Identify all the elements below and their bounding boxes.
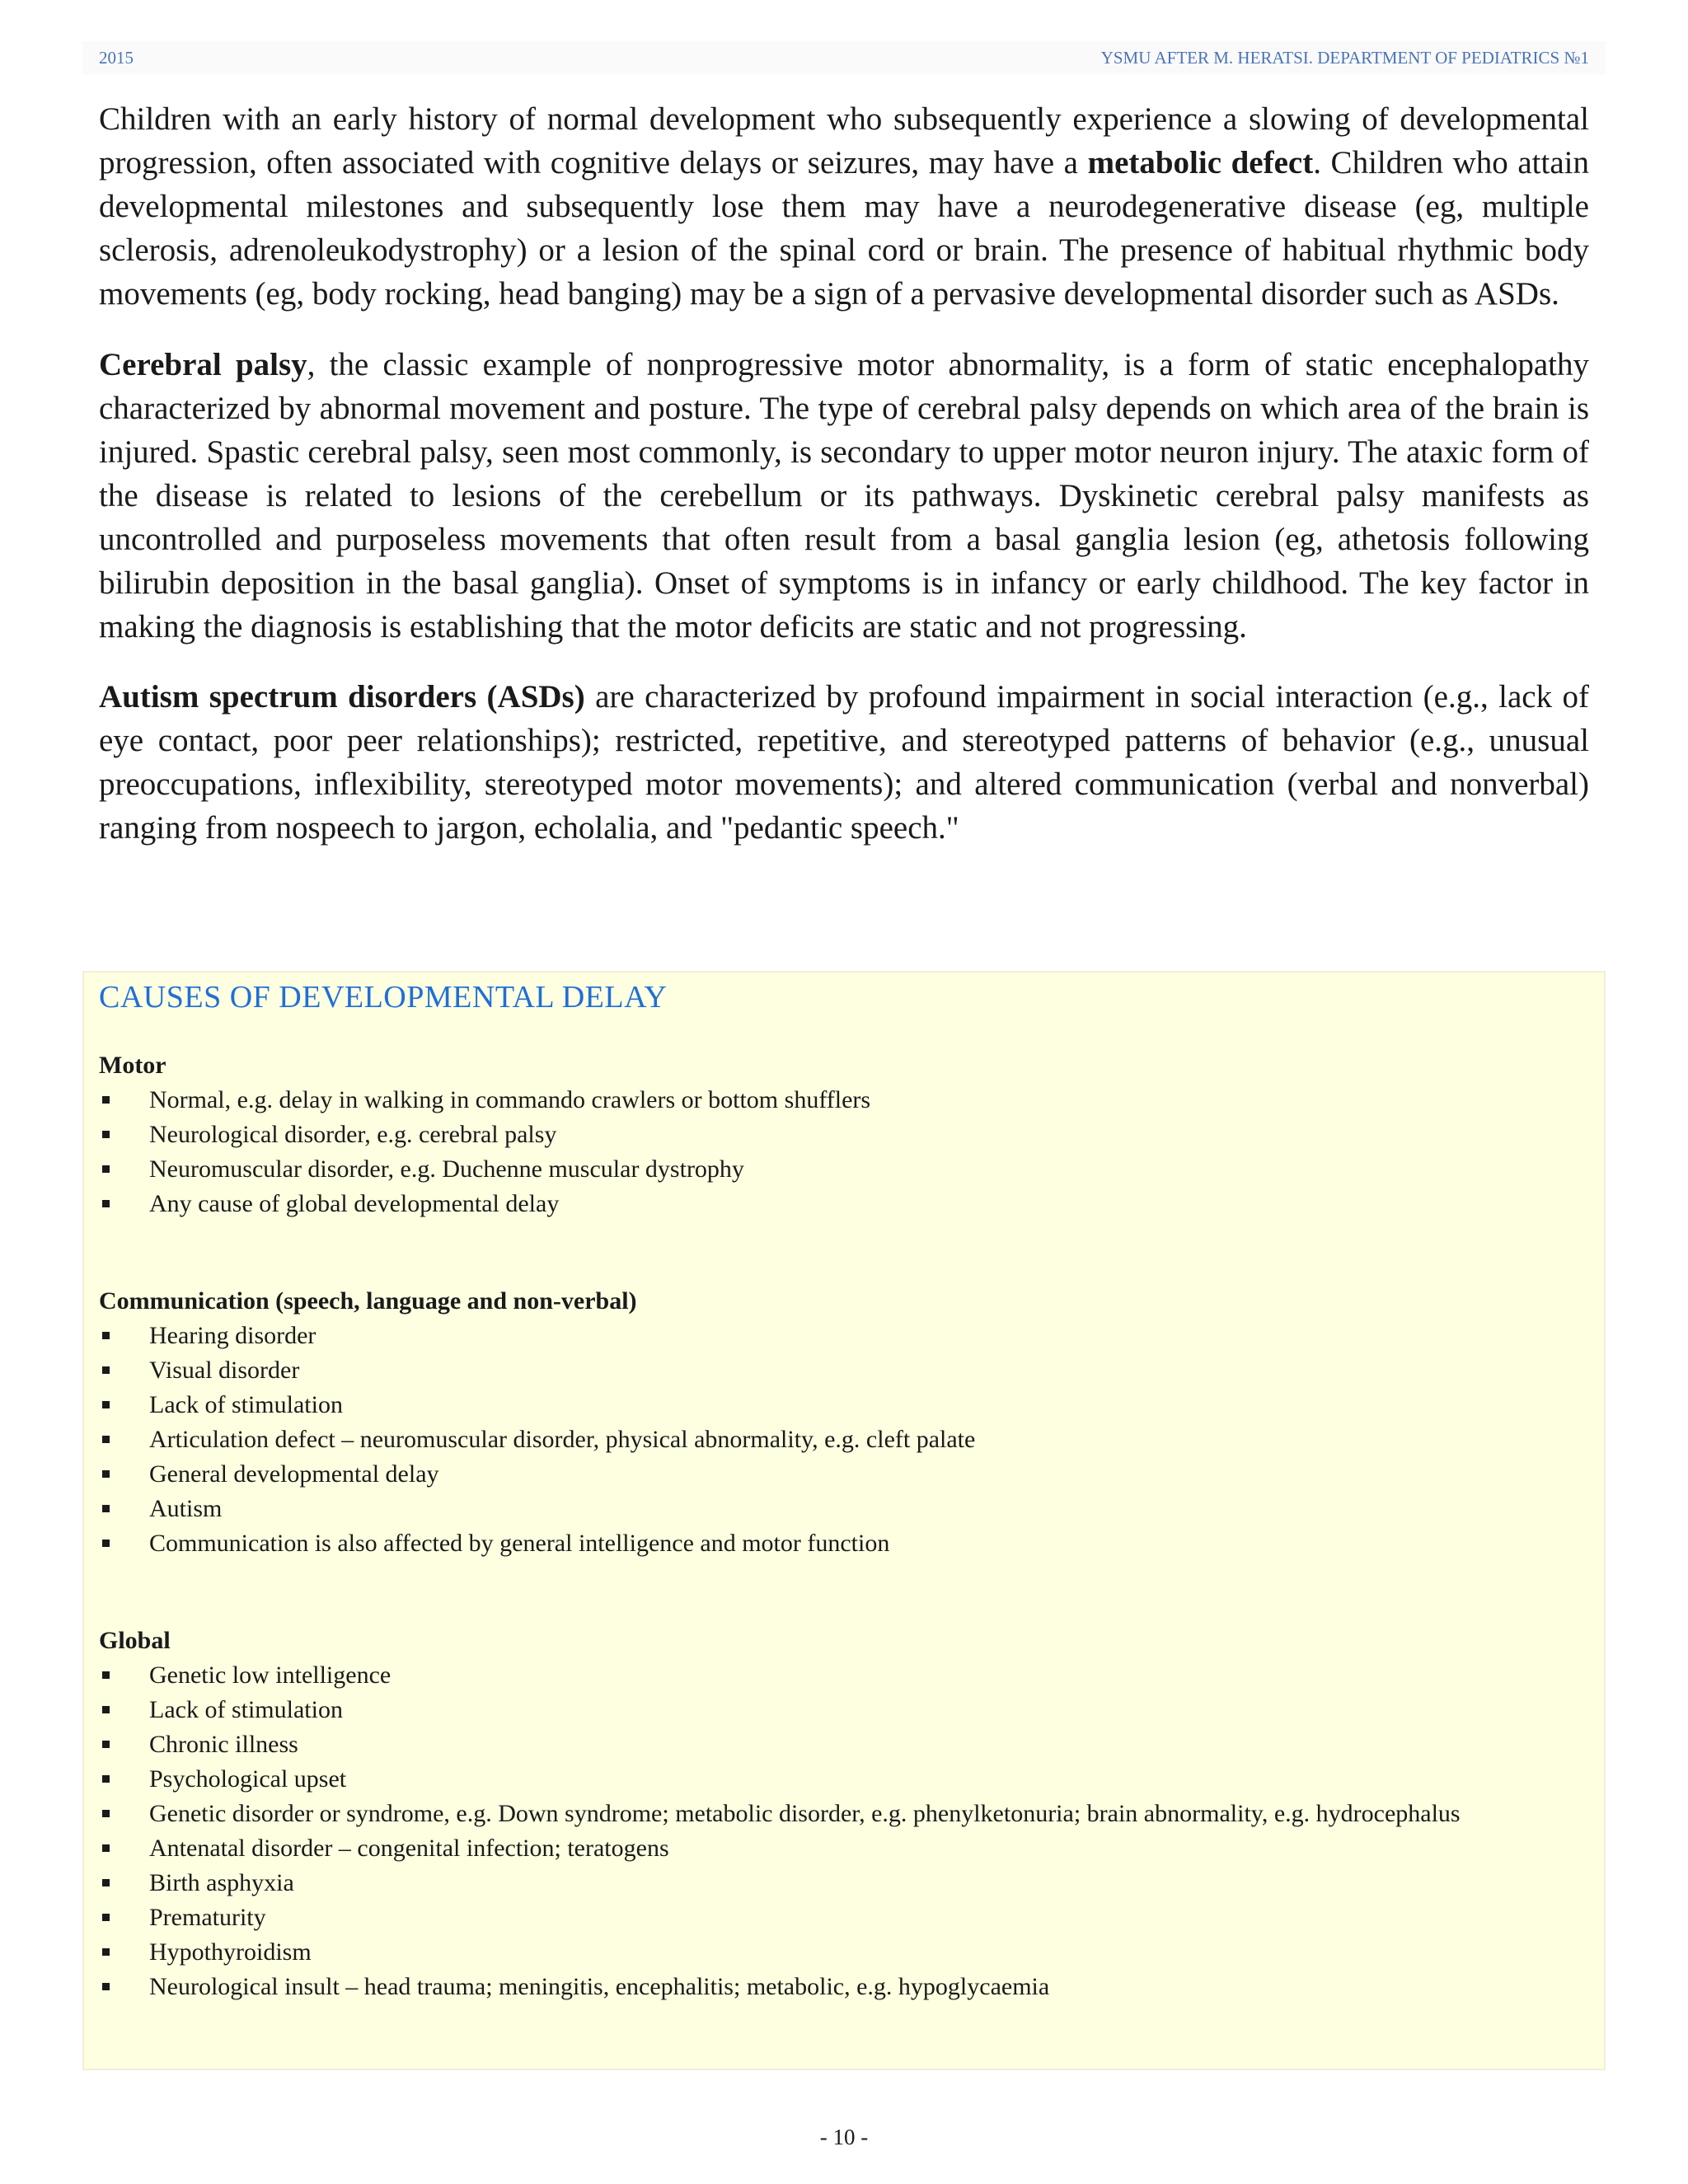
list-item: Lack of stimulation bbox=[99, 1693, 1582, 1727]
section-heading-global: Global bbox=[99, 1627, 171, 1654]
list-item: Communication is also affected by general intelligence and motor function bbox=[99, 1526, 1582, 1561]
list-item: Any cause of global developmental delay bbox=[99, 1187, 1582, 1221]
list-item: Neurological insult – head trauma; meningitis, encephalitis; metabolic, e.g. hypoglycaemia bbox=[99, 1970, 1582, 2004]
page-number: - 10 - bbox=[819, 2125, 869, 2149]
box-content bbox=[99, 1048, 1582, 2004]
list-item: General developmental delay bbox=[99, 1457, 1582, 1492]
list-item: Autism bbox=[99, 1492, 1582, 1526]
list-item: Prematurity bbox=[99, 1900, 1582, 1935]
global-list bbox=[99, 1658, 1582, 2004]
list-item: Antenatal disorder – congenital infection; teratogens bbox=[99, 1831, 1582, 1866]
list-item: Birth asphyxia bbox=[99, 1866, 1582, 1900]
section-heading-communication: Communication (speech, language and non-verbal) bbox=[99, 1287, 637, 1315]
p1-bold: metabolic defect bbox=[1087, 145, 1314, 180]
list-item: Genetic disorder or syndrome, e.g. Down syndrome; metabolic disorder, e.g. phenylketonuria; brain abnormality, e.g. hydrocephalus bbox=[99, 1797, 1582, 1831]
p1-pre: Children with an early history of normal development who subsequently experience a slowing of developmental progression, often associated with cognitive delays or seizures, may have a bbox=[99, 101, 1589, 180]
list-item: Hearing disorder bbox=[99, 1319, 1582, 1353]
list-item: Genetic low intelligence bbox=[99, 1658, 1582, 1693]
list-item: Psychological upset bbox=[99, 1762, 1582, 1797]
list-item: Neuromuscular disorder, e.g. Duchenne muscular dystrophy bbox=[99, 1152, 1582, 1187]
box-title: CAUSES OF DEVELOPMENTAL DELAY bbox=[99, 980, 668, 1015]
paragraph-autism bbox=[99, 675, 1589, 850]
list-item: Neurological disorder, e.g. cerebral palsy bbox=[99, 1118, 1582, 1152]
list-item: Lack of stimulation bbox=[99, 1388, 1582, 1422]
body-text bbox=[99, 97, 1589, 877]
list-item: Articulation defect – neuromuscular disorder, physical abnormality, e.g. cleft palate bbox=[99, 1422, 1582, 1457]
motor-list bbox=[99, 1083, 1582, 1221]
list-item: Hypothyroidism bbox=[99, 1935, 1582, 1970]
communication-list bbox=[99, 1319, 1582, 1561]
list-item: Visual disorder bbox=[99, 1353, 1582, 1388]
p3-bold: Autism spectrum disorders (ASDs) bbox=[99, 679, 585, 715]
header-year: 2015 bbox=[99, 47, 134, 68]
list-item: Chronic illness bbox=[99, 1727, 1582, 1762]
section-heading-motor: Motor bbox=[99, 1052, 166, 1079]
list-item: Normal, e.g. delay in walking in commando crawlers or bottom shufflers bbox=[99, 1083, 1582, 1118]
page-header bbox=[82, 41, 1606, 74]
p2-post: , the classic example of nonprogressive motor abnormality, is a form of static encephalopathy characterized by abnormal movement and posture. The type of cerebral palsy depends on which area of the brain is injured. Spastic cerebral palsy, seen most commonly, is secondary to upper motor neuron injury. The ataxic form of the disease is related to lesions of the cerebellum or its pathways. Dyskinetic cerebral palsy manifests as uncontrolled and purposeless movements that often result from a basal ganglia lesion (eg, athetosis following bilirubin deposition in the basal ganglia). Onset of symptoms is in infancy or early childhood. The key factor in making the diagnosis is establishing that the motor deficits are static and not progressing. bbox=[99, 347, 1589, 644]
paragraph-metabolic bbox=[99, 97, 1589, 316]
paragraph-cerebral-palsy bbox=[99, 343, 1589, 649]
p3-post: are characterized by profound impairment in social interaction (e.g., lack of eye contact, poor peer relationships); restricted, repetitive, and stereotyped patterns of behavior (e.g., unusual preoccupations, inflexibility, stereotyped motor movements); and altered communication (verbal and nonverbal) ranging from nospeech to jargon, echolalia, and "pedantic speech." bbox=[99, 679, 1589, 846]
header-department: YSMU AFTER M. HERATSI. DEPARTMENT OF PEDIATRICS №1 bbox=[1100, 47, 1589, 68]
p2-bold: Cerebral palsy bbox=[99, 347, 307, 382]
p1-post: . Children who attain developmental milestones and subsequently lose them may have a neurodegenerative disease (eg, multiple sclerosis, adrenoleukodystrophy) or a lesion of the spinal cord or brain. The presence of habitual rhythmic body movements (eg, body rocking, head banging) may be a sign of a pervasive developmental disorder such as ASDs. bbox=[99, 145, 1589, 312]
